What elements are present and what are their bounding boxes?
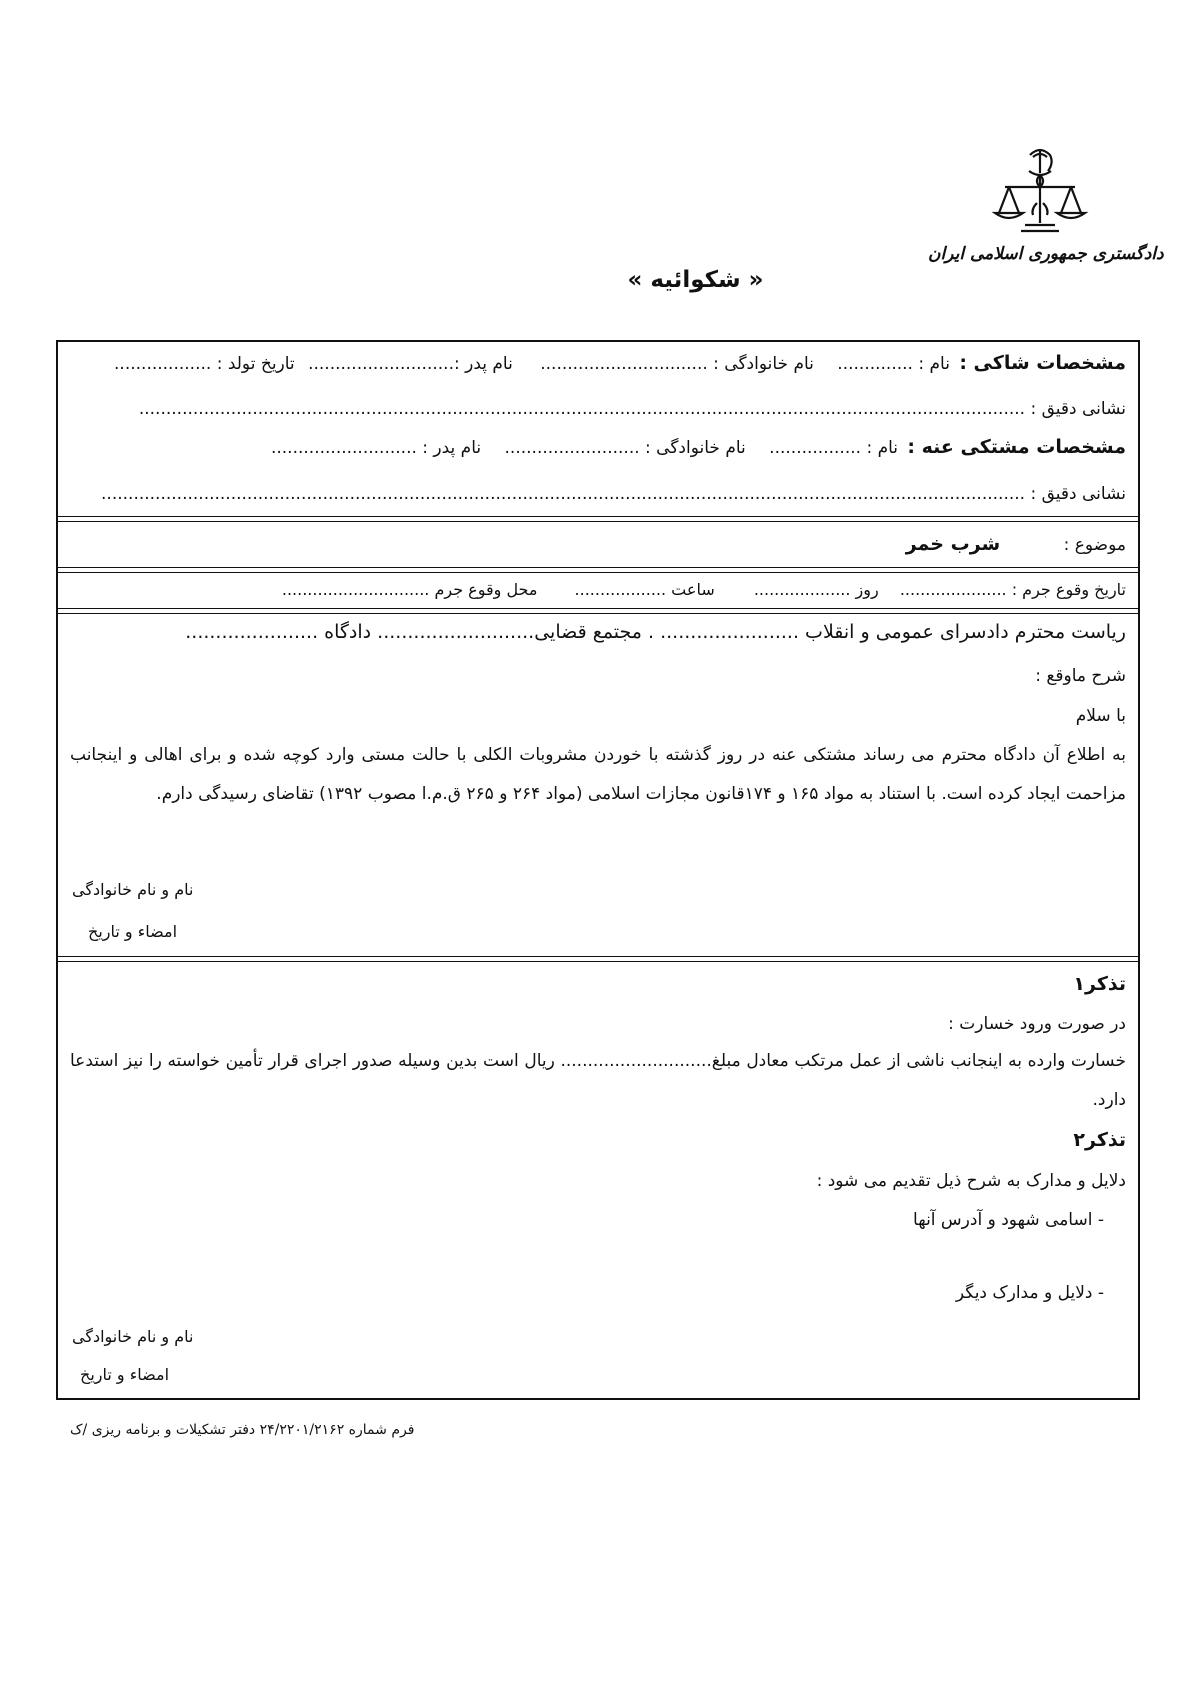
section-divider <box>58 608 1138 614</box>
evidence-item-witnesses[interactable]: - اسامی شهود و آدرس آنها <box>913 1210 1104 1230</box>
form-number-footer: فرم شماره ۲۴/۲۲۰۱/۲۱۶۲ دفتر تشکیلات و برنامه ریزی /ک <box>70 1422 415 1438</box>
note2-title: تذکر۲ <box>1073 1129 1126 1151</box>
greeting: با سلام <box>1075 706 1126 726</box>
signature-name-label: نام و نام خانوادگی <box>72 880 194 899</box>
occurrence-row <box>278 578 1126 602</box>
crime-date-field[interactable]: تاریخ وقوع جرم : ..................... <box>899 580 1126 599</box>
complainant-birthdate-field[interactable]: تاریخ تولد : .................. <box>114 354 295 374</box>
crime-place-field[interactable]: محل وقوع جرم ............................. <box>281 580 538 599</box>
note1-intro: در صورت ورود خسارت : <box>948 1014 1126 1034</box>
section-divider <box>58 956 1138 962</box>
accused-row <box>267 435 1126 460</box>
crime-day-field[interactable]: روز ................... <box>753 580 879 599</box>
complaint-text[interactable]: به اطلاع آن دادگاه محترم می رساند مشتکی عنه در روز گذشته با خوردن مشروبات الکلی با حالت مستی وارد کوچه شده و برای اهالی و اینجانب مزاحمت ایجاد کرده است. با استناد به مواد ۱۶۵ و ۱۷۴قانون مجازات اسلامی (مواد ۲۶۴ و ۲۶۵ ق.م.ا مصوب ۱۳۹۲) تقاضای رسیدگی دارم. <box>70 745 1126 804</box>
complainant-address-field[interactable]: نشانی دقیق : .................................................................................................................................................................... <box>138 399 1126 419</box>
accused-label: مشخصات مشتکی عنه : <box>907 436 1126 458</box>
subject-row <box>906 532 1126 557</box>
accused-family-field[interactable]: نام خانوادگی : ......................... <box>504 438 746 458</box>
note1-title: تذکر۱ <box>1073 973 1126 995</box>
note2-intro: دلایل و مدارک به شرح ذیل تقدیم می شود : <box>816 1171 1126 1191</box>
crime-hour-field[interactable]: ساعت .................. <box>574 580 715 599</box>
accused-name-field[interactable]: نام : ................. <box>769 438 899 458</box>
accused-address-field[interactable]: نشانی دقیق : ........................................................................................................................................................................... <box>101 484 1126 504</box>
addressee-line[interactable]: ریاست محترم دادسرای عمومی و انقلاب ....................... . مجتمع قضایی.......................... دادگاه ...................... <box>185 621 1126 643</box>
complainant-family-field[interactable]: نام خانوادگی : ............................... <box>540 354 814 374</box>
signature-name-label: نام و نام خانوادگی <box>72 1327 194 1346</box>
signature-date-label: امضاء و تاریخ <box>80 1365 170 1384</box>
section-divider <box>58 516 1138 522</box>
complaint-form <box>56 340 1140 1400</box>
narrative-label: شرح ماوقع : <box>1035 666 1126 686</box>
complainant-name-field[interactable]: نام : .............. <box>837 354 950 374</box>
complainant-row <box>110 351 1126 376</box>
section-divider <box>58 567 1138 573</box>
subject-label: موضوع : <box>1063 535 1126 555</box>
accused-father-field[interactable]: نام پدر : ........................... <box>270 438 482 458</box>
complainant-label: مشخصات شاکی : <box>959 352 1126 374</box>
note1-text[interactable]: خسارت وارده به اینجانب ناشی از عمل مرتکب معادل مبلغ............................ ریال است بدین وسیله صدور اجرای قرار تأمین خواسته را نیز استدعا دارد. <box>70 1051 1126 1110</box>
iran-judiciary-emblem-icon <box>985 143 1095 243</box>
signature-date-label: امضاء و تاریخ <box>88 922 178 941</box>
complainant-father-field[interactable]: نام پدر :........................... <box>308 354 513 374</box>
subject-value[interactable]: شرب خمر <box>905 533 1001 555</box>
organization-name: دادگستری جمهوری اسلامی ایران <box>928 244 1164 264</box>
evidence-item-other[interactable]: - دلایل و مدارک دیگر <box>955 1283 1104 1303</box>
form-title: « شکوائیه » <box>627 267 764 293</box>
